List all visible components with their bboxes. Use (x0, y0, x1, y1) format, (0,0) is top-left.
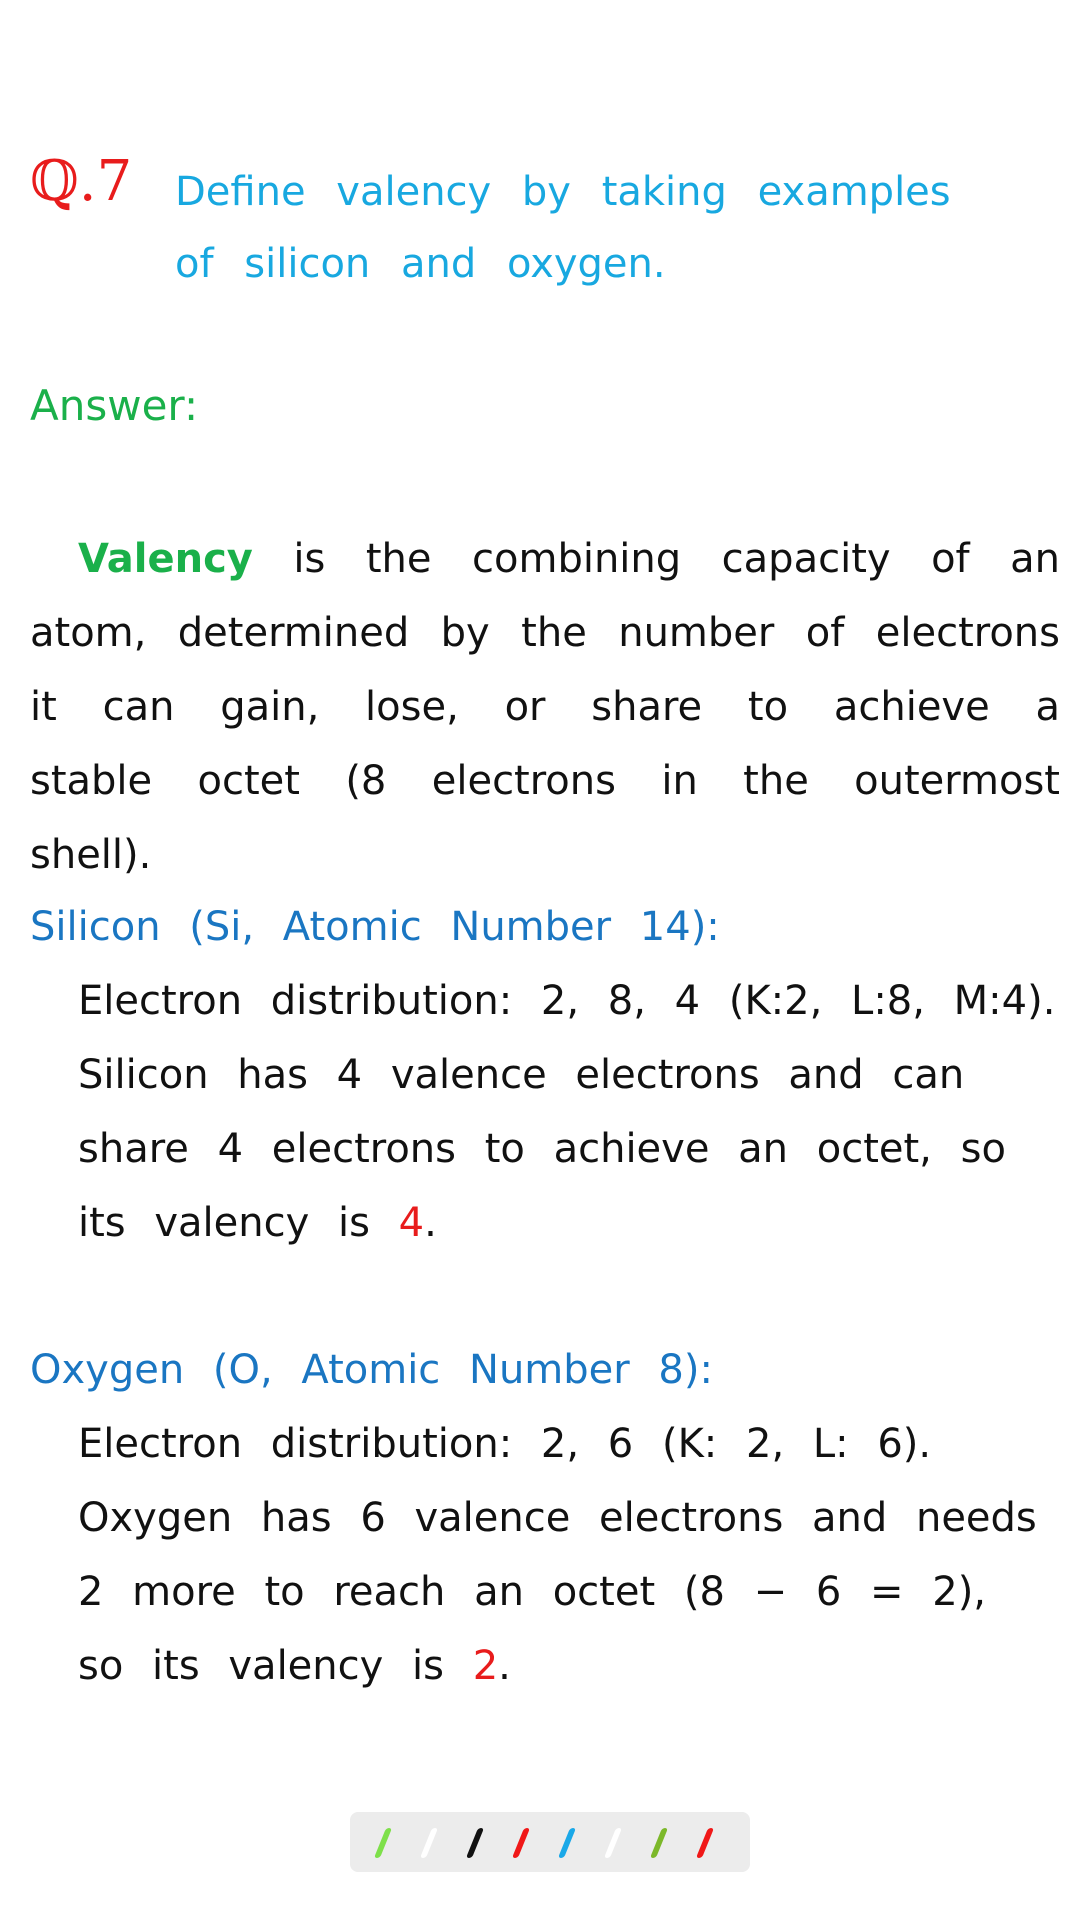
black-pen-icon[interactable] (466, 1828, 484, 1858)
answer-label: Answer: (30, 381, 199, 430)
valency-definition-text: is the combining capacity of an atom, determined by the number of electrons it can gain, lose, or share to achieve a stable octet (8 electrons in the outermost shell). (30, 536, 1060, 878)
oxygen-period: . (498, 1643, 511, 1689)
white-pen-icon[interactable] (420, 1828, 438, 1858)
oxygen-explanation-text: Oxygen has 6 valence electrons and needs 2 more to reach an octet (8 − 6 = 2), so its valency is (78, 1495, 1037, 1689)
valency-definition (30, 522, 1060, 892)
oxygen-valency-explanation (78, 1481, 1058, 1703)
oxygen-electron-distribution: Electron distribution: 2, 6 (K: 2, L: 6). (78, 1421, 932, 1467)
pen-palette-toolbar (350, 1812, 750, 1872)
oxygen-body (78, 1407, 1058, 1703)
blue-pen-icon[interactable] (558, 1828, 576, 1858)
silicon-electron-distribution: Electron distribution: 2, 8, 4 (K:2, L:8, M:4). (78, 978, 1056, 1024)
silicon-period: . (424, 1200, 437, 1246)
silicon-body (78, 964, 1058, 1260)
silicon-explanation-text: Silicon has 4 valence electrons and can share 4 electrons to achieve an octet, so its valency is (78, 1052, 1006, 1246)
olive-pen-icon[interactable] (650, 1828, 668, 1858)
red-pen-icon[interactable] (696, 1828, 714, 1858)
oxygen-valency-value: 2 (472, 1643, 499, 1689)
green-pen-icon[interactable] (374, 1828, 392, 1858)
question-text: Define valency by taking examples of silicon and oxygen. (175, 169, 951, 287)
silicon-valency-value: 4 (398, 1200, 425, 1246)
question-number: ℚ.7 (30, 149, 133, 214)
silicon-heading: Silicon (Si, Atomic Number 14): (30, 904, 720, 950)
valency-term: Valency (78, 536, 253, 582)
white-pen-icon[interactable] (604, 1828, 622, 1858)
oxygen-heading: Oxygen (O, Atomic Number 8): (30, 1347, 713, 1393)
red-pen-icon[interactable] (512, 1828, 530, 1858)
silicon-valency-explanation (78, 1038, 1058, 1260)
